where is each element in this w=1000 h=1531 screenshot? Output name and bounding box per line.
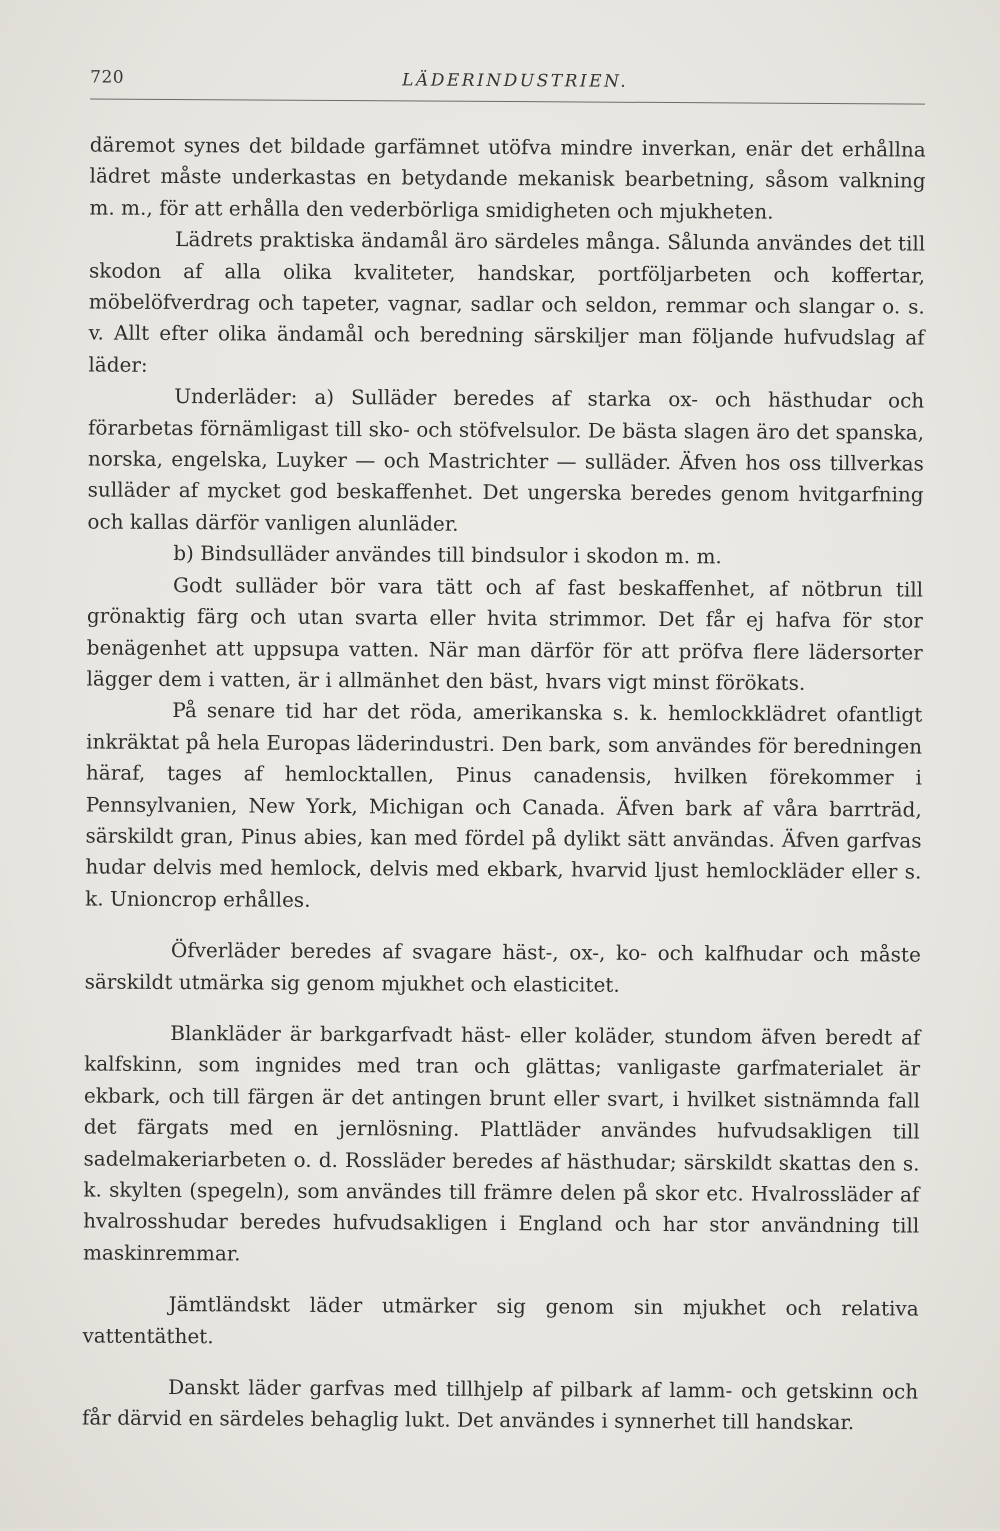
- paragraph-continuation: däremot synes det bildade garfämnet utöfva mindre inverkan, enär det erhållna lädret måste underkastas en betydande mekanisk bearbetning, såsom valkning m. m., för att erhålla den vederbörliga smidigheten och mjukheten.: [89, 132, 926, 224]
- page-header: [90, 67, 930, 96]
- paragraph-jamtlandskt: Jämtländskt läder utmärker sig genom sin mjukhet och relativa vattentäthet.: [82, 1292, 919, 1348]
- paragraph-bindsullader: b) Bindsulläder användes till bindsulor i skodon m. m.: [173, 541, 722, 569]
- paragraph-blanklader: Blankläder är barkgarfvadt häst- eller koläder, stundom äfven beredt af kalfskinn, som ingnides med tran och glättas; vanligaste garfmaterialet är ekbark, och till färgen är det antingen brunt eller svart, i hvilket sistnämnda fall det färgats med en jernlösning. Plattläder användes hufvudsakligen till sadelmakeriarbeten o. d. Rossläder beredes af hästhudar; särskildt skattas den s. k. skylten (spegeln), som användes till främre delen på skor etc. Hvalrossläder af hvalrosshudar beredes hufvudsakligen i England och har stor användning till maskinremmar.: [82, 1020, 921, 1266]
- header-rule: [90, 98, 925, 104]
- body-text: [82, 129, 926, 1439]
- paragraph-underlader: Underläder: a) Sulläder beredes af starka ox- och hästhudar och förarbetas förnämligast till sko- och stöfvelsulor. De bästa slagen äro det spanska, norska, engelska, Luyker — och Mastrichter — sulläder. Äfven hos oss tillverkas sulläder af mycket god beskaffenhet. Det ungerska beredes genom hvitgarfning och kallas därför vanligen alunläder.: [87, 384, 925, 536]
- paragraph-uses: Lädrets praktiska ändamål äro särdeles många. Sålunda användes det till skodon af alla olika kvaliteter, handskar, portföljarbeten och koffertar, möbelöfverdrag och tapeter, vagnar, sadlar och seldon, remmar och slangar o. s. v. Allt efter olika ändamål och beredning särskiljer man följande hufvudslag af läder:: [88, 227, 926, 377]
- paragraph-hemlocklader: På senare tid har det röda, amerikanska s. k. hemlockklädret ofantligt inkräktat på hela Europas läderindustri. Den bark, som användes för beredningen häraf, tages af hemlocktallen, Pinus canadensis, hvilken förekommer i Pennsylvanien, New York, Michigan och Canada. Äfven bark af våra barrträd, särskildt gran, Pinus abies, kan med fördel på dylikt sätt användas. Äfven garfvas hudar delvis med hemlock, delvis med ekbark, hvarvid ljust hemlockläder eller s. k. Unioncrop erhålles.: [85, 698, 923, 912]
- paragraph-ofverlader: Öfverläder beredes af svagare häst-, ox-, ko- och kalfhudar och måste särskildt utmärka sig genom mjukhet och elasticitet.: [84, 938, 921, 997]
- running-title: LÄDERINDUSTRIEN.: [402, 70, 629, 92]
- paragraph-danskt: Danskt läder garfvas med tillhjelp af pilbark af lamm- och getskinn och får därvid en särdeles behaglig lukt. Det användes i synnerhet till handskar.: [81, 1375, 919, 1435]
- paragraph-godt-sullader: Godt sulläder bör vara tätt och af fast beskaffenhet, af nötbrun till grönaktig färg och utan svarta eller hvita strimmor. Det får ej hafva för stor benägenhet att uppsupa vatten. När man därför för att pröfva flere lädersorter lägger dem i vatten, är i allmänhet den bäst, hvars vigt minst förökats.: [86, 572, 924, 695]
- page-number: 720: [90, 67, 125, 88]
